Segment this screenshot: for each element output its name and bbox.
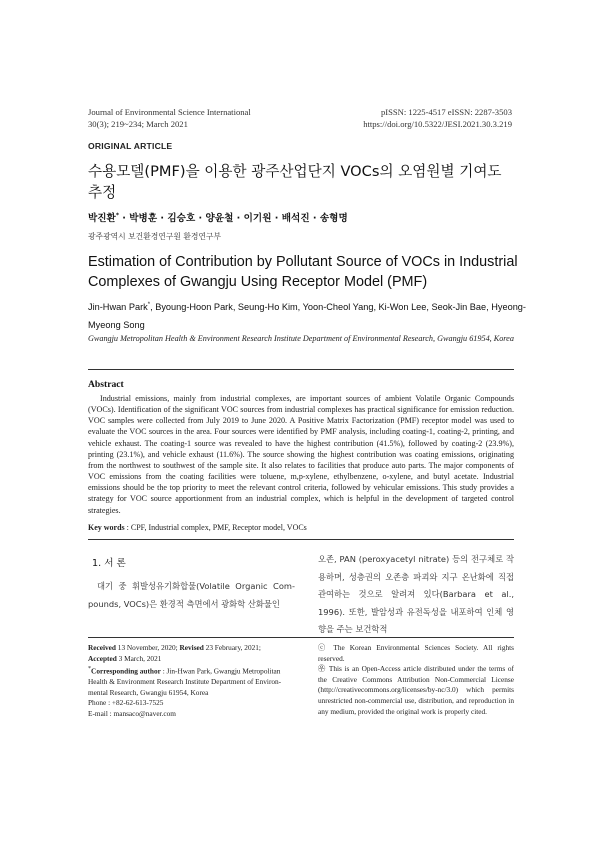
dates-line [88, 643, 298, 654]
article-type: ORIGINAL ARTICLE [88, 141, 173, 151]
revised-label: Revised [179, 643, 204, 652]
corresponding-text: : Jin-Hwan Park, Gwangju Metropolitan Health & Environment Research Institute Department of Environ-mental Research, Gwangju 61954, Korea [88, 666, 282, 697]
footnote-left [88, 643, 298, 720]
body-left-column: 대기 중 휘발성유기화합물(Volatile Organic Com-pounds, VOCs)은 환경적 측면에서 광화학 산화물인 [88, 581, 295, 609]
doi-link[interactable]: https://doi.org/10.5322/JESI.2021.30.3.219 [363, 119, 512, 129]
keywords-label: Key words [88, 523, 125, 532]
keywords-text: : CPF, Industrial complex, PMF, Receptor model, VOCs [124, 523, 307, 532]
revised-date: 23 February, 2021; [203, 643, 261, 652]
journal-header-right [363, 106, 512, 130]
corresponding-mark: * [147, 302, 151, 308]
abstract-text: Industrial emissions, mainly from industrial complexes, are important sources of ambient Volatile Organic Compounds (VOCs). Identification of the significant VOC sources from industrial complexes has practical significance for emission reduction. VOC samples were collected from July 2019 to June 2020. A Positive Matrix Factorization (PMF) receptor model was used to evaluate the VOC sources in the area. Four sources were identified by PMF analysis, including coating-1, coating-2, printing, and vehicle exhaust. The coating-1 source was revealed to have the highest contribution (41.5%), followed by coating-2 (23.9%), printing (23.1%), and vehicle exhaust (11.6%). The source showing the highest contribution was coating emissions, originating from the northwest to southwest of the sample site. It also relates to facilities that produce auto parts. The major components of VOC emissions from the coating facilities were toluene, m,p-xylene, ethylbenzene, o-xylene, and butyl acetate. Industrial emissions should be the top priority to meet the relevant control criteria, followed by vehicular emissions. This study provides a strategy for VOC source apportionment from an industrial complex, which is helpful in the development of targeted control strategies. [88, 394, 514, 515]
footnote-right [318, 643, 514, 717]
journal-name: Journal of Environmental Science International [88, 107, 251, 117]
korean-affiliation: 광주광역시 보건환경연구원 환경연구부 [88, 232, 221, 241]
abstract-top-rule [88, 369, 514, 370]
korean-title: 수용모델(PMF)을 이용한 광주산업단지 VOCs의 오염원별 기여도 추정 [88, 163, 502, 201]
english-affiliation: Gwangju Metropolitan Health & Environment Research Institute Department of Environmental Research, Gwangju 61954, Korea [88, 334, 514, 343]
corresponding-mark: * [115, 211, 119, 219]
phone: Phone : +82-62-613-7525 [88, 698, 164, 708]
corresponding-mark: * [88, 666, 92, 673]
keywords [88, 523, 307, 532]
email[interactable]: E-mail : mansaco@naver.com [88, 708, 176, 718]
accepted-label: Accepted [88, 653, 117, 663]
korean-authors [88, 210, 348, 224]
received-date: 13 November, 2020; [115, 643, 180, 652]
korean-first-author: 박진환 [88, 213, 116, 224]
korean-other-authors: · 박병훈 · 김승호 · 양윤철 · 이기원 · 배석진 · 송형명 [118, 213, 348, 224]
section-heading-introduction: 1. 서 론 [92, 558, 126, 569]
body-right-column: 오존, PAN (peroxyacetyl nitrate) 등의 전구체로 작용하며, 성층권의 오존층 파괴와 지구 온난화에 직접 관여하는 것으로 알려져 있다(Barbara et al., 1996). 또한, 발암성과 유전독성을 내포하여 인체 영향을 주는 보건학적 [318, 554, 514, 635]
english-other-authors: , Byoung-Hoon Park, Seung-Ho Kim, Yoon-Cheol Yang, Ki-Won Lee, Seok-Jin Bae, Hyeong-Myeong Song [88, 302, 526, 331]
accepted-line [88, 654, 298, 665]
abstract-bottom-rule [88, 539, 514, 540]
abstract-heading: Abstract [88, 379, 124, 390]
footnote-rule [88, 637, 514, 638]
corresponding-author [88, 664, 298, 698]
journal-header-left [88, 106, 251, 130]
english-authors [88, 296, 528, 334]
received-label: Received [88, 643, 116, 652]
corresponding-label: Corresponding author [91, 666, 161, 676]
english-title: Estimation of Contribution by Pollutant Source of VOCs in Industrial Complexes of Gwangju Using Receptor Model (PMF) [88, 254, 518, 290]
accepted-date: 3 March, 2021 [116, 653, 162, 663]
issn: pISSN: 1225-4517 eISSN: 2287-3503 [380, 107, 512, 117]
english-first-author: Jin-Hwan Park [88, 302, 148, 313]
copyright-notice: ⓒ The Korean Environmental Sciences Society. All rights reserved. [318, 643, 514, 663]
journal-volume: 30(3); 219~234; March 2021 [88, 119, 188, 129]
license-notice: ㉾ This is an Open-Access article distributed under the terms of the Creative Commons Attribution Non-Commercial License (http://creativecommons.org/licenses/by-nc/3.0) which permits unrestricted non-commercial use, distribution, and reproduction in any medium, provided the original work is properly cited. [318, 664, 514, 716]
